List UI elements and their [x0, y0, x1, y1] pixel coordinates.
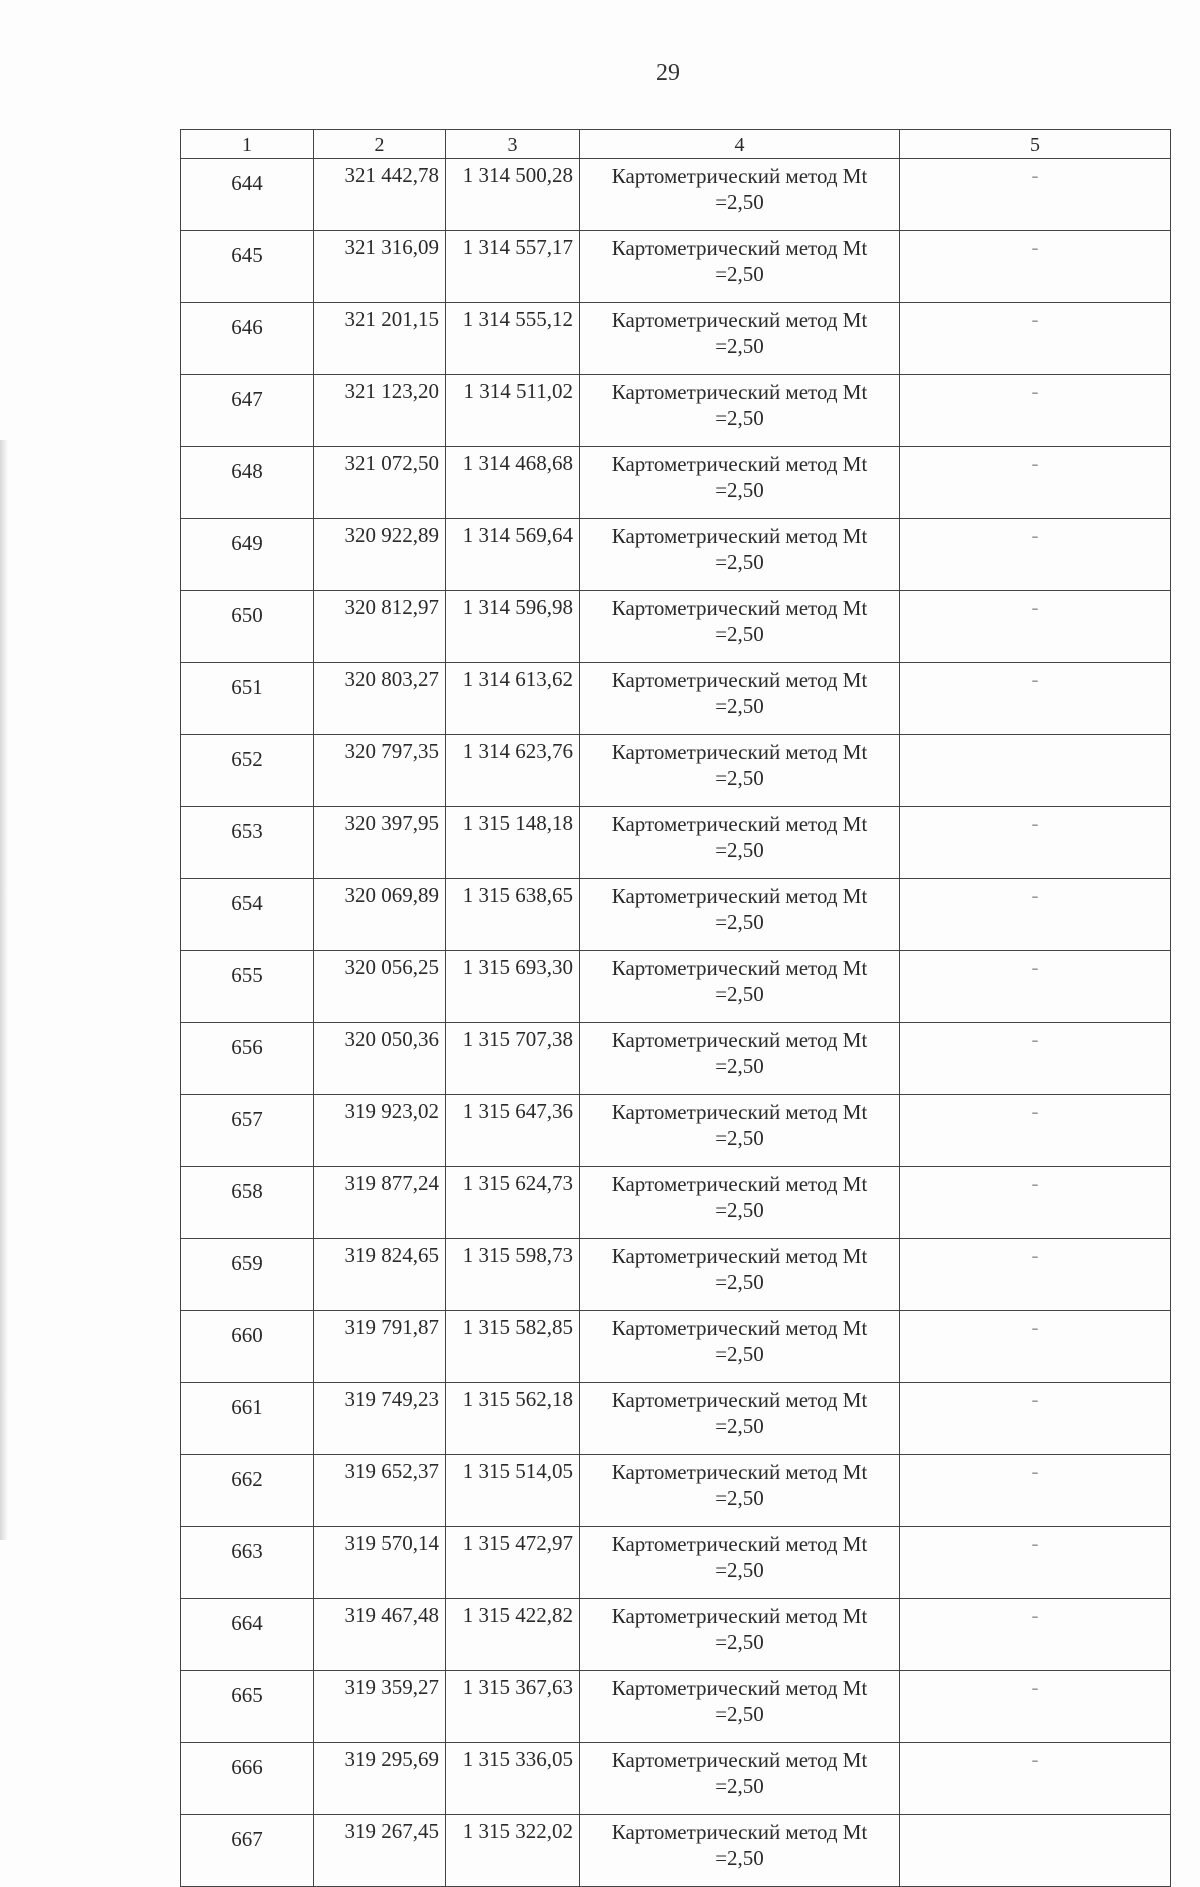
- method-cell: [580, 1455, 900, 1527]
- method-cell: [580, 375, 900, 447]
- table-row: [181, 519, 1171, 591]
- method-text: Картометрический метод Mt: [611, 1604, 868, 1628]
- accuracy-text: =2,50: [715, 694, 764, 718]
- table-row: [181, 879, 1171, 951]
- note-cell: -: [900, 375, 1171, 447]
- accuracy-text: =2,50: [715, 1342, 764, 1366]
- note-cell: -: [900, 1383, 1171, 1455]
- note-cell: -: [900, 1527, 1171, 1599]
- y-coordinate-cell: 1 315 638,65: [446, 879, 580, 951]
- table-row: [181, 303, 1171, 375]
- accuracy-text: =2,50: [715, 1270, 764, 1294]
- method-text: Картометрический метод Mt: [611, 1388, 868, 1412]
- x-coordinate-cell: 319 359,27: [314, 1671, 446, 1743]
- accuracy-text: =2,50: [715, 262, 764, 286]
- method-cell: [580, 807, 900, 879]
- point-number-cell: 649: [181, 519, 314, 591]
- accuracy-text: =2,50: [715, 1630, 764, 1654]
- x-coordinate-cell: 319 923,02: [314, 1095, 446, 1167]
- note-cell: [900, 1815, 1171, 1887]
- x-coordinate-cell: 319 295,69: [314, 1743, 446, 1815]
- y-coordinate-cell: 1 315 707,38: [446, 1023, 580, 1095]
- method-text: Картометрический метод Mt: [611, 1316, 868, 1340]
- x-coordinate-cell: 320 803,27: [314, 663, 446, 735]
- method-cell: [580, 1095, 900, 1167]
- accuracy-text: =2,50: [715, 1486, 764, 1510]
- table-row: [181, 1671, 1171, 1743]
- accuracy-text: =2,50: [715, 1126, 764, 1150]
- method-cell: [580, 159, 900, 231]
- note-cell: [900, 735, 1171, 807]
- method-cell: [580, 1527, 900, 1599]
- method-cell: [580, 447, 900, 519]
- y-coordinate-cell: 1 315 472,97: [446, 1527, 580, 1599]
- x-coordinate-cell: 321 442,78: [314, 159, 446, 231]
- x-coordinate-cell: 320 922,89: [314, 519, 446, 591]
- method-cell: [580, 1311, 900, 1383]
- method-text: Картометрический метод Mt: [611, 308, 868, 332]
- accuracy-text: =2,50: [715, 1702, 764, 1726]
- point-number-cell: 663: [181, 1527, 314, 1599]
- method-text: Картометрический метод Mt: [611, 236, 868, 260]
- x-coordinate-cell: 320 797,35: [314, 735, 446, 807]
- table-row: [181, 735, 1171, 807]
- x-coordinate-cell: 321 072,50: [314, 447, 446, 519]
- x-coordinate-cell: 319 791,87: [314, 1311, 446, 1383]
- y-coordinate-cell: 1 315 322,02: [446, 1815, 580, 1887]
- point-number-cell: 658: [181, 1167, 314, 1239]
- x-coordinate-cell: 319 824,65: [314, 1239, 446, 1311]
- method-cell: [580, 1167, 900, 1239]
- table-row: [181, 663, 1171, 735]
- y-coordinate-cell: 1 315 624,73: [446, 1167, 580, 1239]
- note-cell: -: [900, 159, 1171, 231]
- method-text: Картометрический метод Mt: [611, 1100, 868, 1124]
- table-row: [181, 159, 1171, 231]
- table-row: [181, 1743, 1171, 1815]
- method-cell: [580, 591, 900, 663]
- accuracy-text: =2,50: [715, 1054, 764, 1078]
- method-cell: [580, 1671, 900, 1743]
- note-cell: -: [900, 1167, 1171, 1239]
- method-text: Картометрический метод Mt: [611, 1748, 868, 1772]
- column-header-method: 4: [580, 130, 900, 159]
- accuracy-text: =2,50: [715, 982, 764, 1006]
- note-cell: -: [900, 951, 1171, 1023]
- method-text: Картометрический метод Mt: [611, 668, 868, 692]
- table-row: [181, 1599, 1171, 1671]
- y-coordinate-cell: 1 315 422,82: [446, 1599, 580, 1671]
- point-number-cell: 645: [181, 231, 314, 303]
- accuracy-text: =2,50: [715, 334, 764, 358]
- x-coordinate-cell: 319 570,14: [314, 1527, 446, 1599]
- table-row: [181, 1815, 1171, 1887]
- x-coordinate-cell: 319 267,45: [314, 1815, 446, 1887]
- y-coordinate-cell: 1 315 367,63: [446, 1671, 580, 1743]
- accuracy-text: =2,50: [715, 622, 764, 646]
- y-coordinate-cell: 1 315 582,85: [446, 1311, 580, 1383]
- point-number-cell: 652: [181, 735, 314, 807]
- scan-edge-shadow: [0, 440, 8, 1540]
- method-text: Картометрический метод Mt: [611, 884, 868, 908]
- note-cell: -: [900, 1599, 1171, 1671]
- table-row: [181, 591, 1171, 663]
- table-row: [181, 1455, 1171, 1527]
- x-coordinate-cell: 320 069,89: [314, 879, 446, 951]
- point-number-cell: 659: [181, 1239, 314, 1311]
- y-coordinate-cell: 1 315 336,05: [446, 1743, 580, 1815]
- x-coordinate-cell: 321 123,20: [314, 375, 446, 447]
- method-text: Картометрический метод Mt: [611, 740, 868, 764]
- x-coordinate-cell: 321 201,15: [314, 303, 446, 375]
- accuracy-text: =2,50: [715, 1846, 764, 1870]
- accuracy-text: =2,50: [715, 838, 764, 862]
- table-row: [181, 1095, 1171, 1167]
- table-row: [181, 1311, 1171, 1383]
- method-text: Картометрический метод Mt: [611, 596, 868, 620]
- y-coordinate-cell: 1 315 514,05: [446, 1455, 580, 1527]
- method-cell: [580, 1383, 900, 1455]
- y-coordinate-cell: 1 314 596,98: [446, 591, 580, 663]
- x-coordinate-cell: 320 056,25: [314, 951, 446, 1023]
- y-coordinate-cell: 1 314 500,28: [446, 159, 580, 231]
- x-coordinate-cell: 319 652,37: [314, 1455, 446, 1527]
- point-number-cell: 644: [181, 159, 314, 231]
- point-number-cell: 653: [181, 807, 314, 879]
- method-cell: [580, 1239, 900, 1311]
- point-number-cell: 654: [181, 879, 314, 951]
- point-number-cell: 648: [181, 447, 314, 519]
- y-coordinate-cell: 1 314 623,76: [446, 735, 580, 807]
- y-coordinate-cell: 1 314 569,64: [446, 519, 580, 591]
- y-coordinate-cell: 1 314 468,68: [446, 447, 580, 519]
- method-cell: [580, 735, 900, 807]
- y-coordinate-cell: 1 315 598,73: [446, 1239, 580, 1311]
- note-cell: -: [900, 1023, 1171, 1095]
- method-text: Картометрический метод Mt: [611, 452, 868, 476]
- accuracy-text: =2,50: [715, 190, 764, 214]
- table-row: [181, 1167, 1171, 1239]
- note-cell: -: [900, 519, 1171, 591]
- method-text: Картометрический метод Mt: [611, 1532, 868, 1556]
- accuracy-text: =2,50: [715, 766, 764, 790]
- column-header-point-number: 1: [181, 130, 314, 159]
- y-coordinate-cell: 1 314 511,02: [446, 375, 580, 447]
- note-cell: -: [900, 447, 1171, 519]
- note-cell: -: [900, 879, 1171, 951]
- point-number-cell: 647: [181, 375, 314, 447]
- accuracy-text: =2,50: [715, 910, 764, 934]
- accuracy-text: =2,50: [715, 406, 764, 430]
- note-cell: -: [900, 1095, 1171, 1167]
- method-text: Картометрический метод Mt: [611, 1460, 868, 1484]
- method-cell: [580, 303, 900, 375]
- x-coordinate-cell: 319 467,48: [314, 1599, 446, 1671]
- method-text: Картометрический метод Mt: [611, 1172, 868, 1196]
- method-text: Картометрический метод Mt: [611, 524, 868, 548]
- point-number-cell: 661: [181, 1383, 314, 1455]
- column-header-y: 3: [446, 130, 580, 159]
- method-cell: [580, 1815, 900, 1887]
- point-number-cell: 650: [181, 591, 314, 663]
- method-cell: [580, 879, 900, 951]
- accuracy-text: =2,50: [715, 550, 764, 574]
- x-coordinate-cell: 320 812,97: [314, 591, 446, 663]
- method-cell: [580, 1023, 900, 1095]
- point-number-cell: 657: [181, 1095, 314, 1167]
- note-cell: -: [900, 1743, 1171, 1815]
- method-cell: [580, 951, 900, 1023]
- point-number-cell: 662: [181, 1455, 314, 1527]
- method-text: Картометрический метод Mt: [611, 1028, 868, 1052]
- point-number-cell: 665: [181, 1671, 314, 1743]
- note-cell: -: [900, 1239, 1171, 1311]
- method-text: Картометрический метод Mt: [611, 1820, 868, 1844]
- point-number-cell: 666: [181, 1743, 314, 1815]
- point-number-cell: 651: [181, 663, 314, 735]
- note-cell: -: [900, 303, 1171, 375]
- x-coordinate-cell: 320 397,95: [314, 807, 446, 879]
- method-text: Картометрический метод Mt: [611, 956, 868, 980]
- y-coordinate-cell: 1 314 555,12: [446, 303, 580, 375]
- table-row: [181, 447, 1171, 519]
- point-number-cell: 656: [181, 1023, 314, 1095]
- table-row: [181, 1527, 1171, 1599]
- point-number-cell: 664: [181, 1599, 314, 1671]
- method-text: Картометрический метод Mt: [611, 1676, 868, 1700]
- table-row: [181, 375, 1171, 447]
- note-cell: -: [900, 1455, 1171, 1527]
- method-cell: [580, 519, 900, 591]
- coordinates-table: [180, 129, 1171, 1887]
- method-cell: [580, 1743, 900, 1815]
- note-cell: -: [900, 663, 1171, 735]
- x-coordinate-cell: 319 877,24: [314, 1167, 446, 1239]
- point-number-cell: 660: [181, 1311, 314, 1383]
- note-cell: -: [900, 591, 1171, 663]
- method-cell: [580, 1599, 900, 1671]
- accuracy-text: =2,50: [715, 1558, 764, 1582]
- column-header-note: 5: [900, 130, 1171, 159]
- y-coordinate-cell: 1 315 693,30: [446, 951, 580, 1023]
- y-coordinate-cell: 1 314 613,62: [446, 663, 580, 735]
- note-cell: -: [900, 807, 1171, 879]
- table-row: [181, 1023, 1171, 1095]
- accuracy-text: =2,50: [715, 478, 764, 502]
- y-coordinate-cell: 1 315 647,36: [446, 1095, 580, 1167]
- method-text: Картометрический метод Mt: [611, 164, 868, 188]
- table-row: [181, 807, 1171, 879]
- method-cell: [580, 231, 900, 303]
- method-text: Картометрический метод Mt: [611, 812, 868, 836]
- y-coordinate-cell: 1 315 148,18: [446, 807, 580, 879]
- note-cell: -: [900, 1671, 1171, 1743]
- point-number-cell: 655: [181, 951, 314, 1023]
- accuracy-text: =2,50: [715, 1198, 764, 1222]
- x-coordinate-cell: 321 316,09: [314, 231, 446, 303]
- x-coordinate-cell: 319 749,23: [314, 1383, 446, 1455]
- method-cell: [580, 663, 900, 735]
- method-text: Картометрический метод Mt: [611, 380, 868, 404]
- note-cell: -: [900, 1311, 1171, 1383]
- table-row: [181, 1239, 1171, 1311]
- table-header-row: [181, 130, 1171, 159]
- column-header-x: 2: [314, 130, 446, 159]
- note-cell: -: [900, 231, 1171, 303]
- accuracy-text: =2,50: [715, 1774, 764, 1798]
- accuracy-text: =2,50: [715, 1414, 764, 1438]
- y-coordinate-cell: 1 315 562,18: [446, 1383, 580, 1455]
- y-coordinate-cell: 1 314 557,17: [446, 231, 580, 303]
- table-row: [181, 951, 1171, 1023]
- point-number-cell: 667: [181, 1815, 314, 1887]
- x-coordinate-cell: 320 050,36: [314, 1023, 446, 1095]
- page-number: 29: [656, 60, 680, 86]
- table-row: [181, 1383, 1171, 1455]
- point-number-cell: 646: [181, 303, 314, 375]
- table-row: [181, 231, 1171, 303]
- method-text: Картометрический метод Mt: [611, 1244, 868, 1268]
